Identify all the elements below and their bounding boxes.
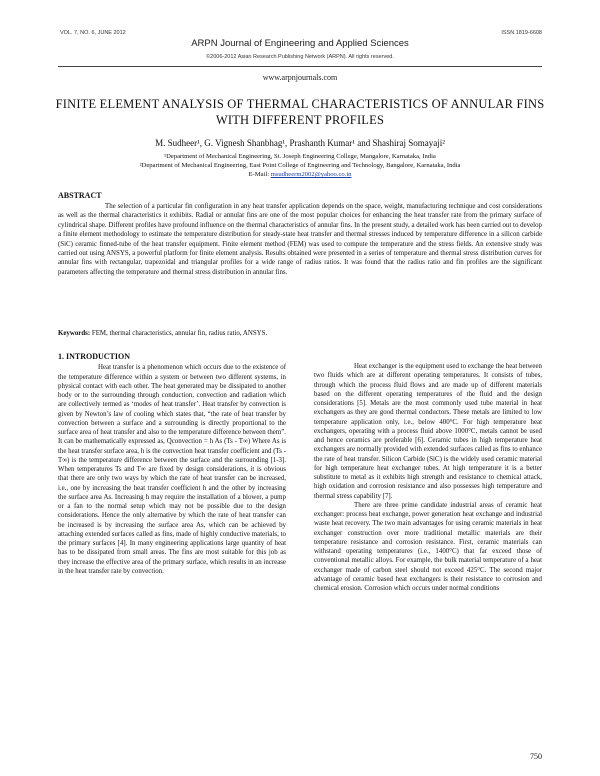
email-link[interactable]: msudheerm2002@yahoo.co.in bbox=[270, 171, 352, 178]
email-label: E-Mail: bbox=[248, 171, 270, 178]
keywords bbox=[58, 330, 542, 337]
abstract-text: The selection of a particular fin configuration in any heat transfer application depends on the space, weight, manufacturing technique and cost considerations as well as the thermal characteristics it exhibits. Radial or annular fins are one of the most popular choices for enhancing the heat transfer rate from the primary surface of cylindrical shape. Different profiles have profound influence on the thermal characteristics of annular fins. In the present study, a detailed work has been carried out to develop a finite element methodology to estimate the temperature distribution for steady-state heat transfer and thermal stresses induced by temperature difference in a silicon carbide (SiC) ceramic finned-tube of the heat transfer equipment. Finite element method (FEM) was used to compute the temperature and the stress fields. An extensive study was carried out using ANSYS, a powerful platform for finite element analysis. Results obtained were presented in a series of temperature and thermal stress distribution curves for annular fins with rectangular, trapezoidal and triangular profiles for a wide range of radius ratios. It was found that the radius ratio and fin profiles are the significant parameters affecting the temperature and thermal stress distribution in annular fins. bbox=[58, 203, 542, 276]
header-rule bbox=[58, 66, 542, 67]
journal-website[interactable]: www.arpnjournals.com bbox=[262, 73, 338, 82]
body-paragraph: Heat exchanger is the equipment used to exchange the heat between two fluids which are at different operating temperatures. It consists of tubes, through which the process fluid flows and are made up of different materials based on the different operating temperatures of the fluid and the design considerations [5]. Metals are the most commonly used tube material in heat exchangers as they are good thermal conductors. These metals are limited to low temperature application only, i.e., below 400°C. For high temperature heat exchangers, operating with a process fluid above 1000°C, metals cannot be used and hence ceramics are preferable [6]. Ceramic tubes in high temperature heat exchangers are normally provided with extended surfaces called as fins to enhance the rate of heat transfer. Silicon Carbide (SiC) is the widely used ceramic material for high temperature heat exchanger tubes. At high temperature it is a better substitute to metal as it exhibits high strength and resistance to chemical attack, high oxidation and corrosion resistance and also possesses high temperature and thermal stress capability [7]. bbox=[314, 363, 542, 500]
contact-email bbox=[40, 171, 560, 178]
author-list: M. Sudheer¹, G. Vignesh Shanbhag¹, Prashanth Kumar¹ and Shashiraj Somayaji² bbox=[155, 138, 445, 148]
copyright-notice: ©2006-2012 Asian Research Publishing Network (ARPN). All rights reserved. bbox=[206, 54, 394, 60]
left-column bbox=[58, 352, 286, 576]
section-heading: 1. INTRODUCTION bbox=[58, 352, 131, 361]
keywords-label: Keywords: bbox=[58, 330, 91, 337]
issn: ISSN 1819-6608 bbox=[501, 30, 542, 36]
right-column bbox=[314, 362, 542, 593]
keywords-text: FEM, thermal characteristics, annular fin, radius ratio, ANSYS. bbox=[91, 330, 268, 337]
volume-info: VOL. 7, NO. 6, JUNE 2012 bbox=[60, 30, 126, 36]
body-paragraph: There are three prime candidate industrial areas of ceramic heat exchanger: process heat exchange, power generation heat exchange and industrial waste heat recovery. The two main advantages for using ceramic materials in heat exchanger construction over more traditional metallic materials are their temperature resistance and corrosion resistance. First, ceramic materials can withstand operating temperatures (i.e., 1400°C) that far exceed those of conventional metallic alloys. For example, the bulk material temperature of a heat exchanger made of carbon steel should not exceed 425°C. The second major advantage of ceramic based heat exchangers is their resistance to corrosion and chemical erosion. Corrosion which occurs under normal conditions bbox=[314, 501, 542, 592]
abstract-heading: ABSTRACT bbox=[58, 191, 102, 200]
affiliation-2: ²Department of Mechanical Engineering, East Point College of Engineering and Technology, Bangalore, Karnataka, India bbox=[139, 162, 461, 169]
affiliation-1: ¹Department of Mechanical Engineering, St. Joseph Engineering College, Mangalore, Karnataka, India bbox=[164, 153, 436, 160]
body-paragraph: Heat transfer is a phenomenon which occurs due to the existence of the temperature difference within a system or between two different systems, in physical contact with each other. The heat generated may be dissipated to another body or to the surrounding through conduction, convection and radiation which are collectively termed as ‘modes of heat transfer’. Heat transfer by convection is given by Newton’s law of cooling which states that, “the rate of heat transfer by convection between a surface and a surrounding is directly proportional to the surface area of heat transfer and also to the temperature difference between them”. It can be mathematically expressed as, Qconvection = h As (Ts - T∞) Where As is the heat transfer surface area, h is the convection heat transfer coefficient and (Ts - T∞) is the temperature difference between the surface and the surrounding [1-3]. When temperatures Ts and T∞ are fixed by design considerations, it is obvious that there are only two ways by which the rate of heat transfer can be increased, i.e., one by increasing the heat transfer coefficient h and the other by increasing the surface area As. Increasing h may require the installation of a blower, a pump or a fan to the normal setup which may not be possible due to the design considerations. Hence the only alternative by which the rate of heat transfer can be increased is by increasing the surface area As, which can be achieved by attaching extended surfaces called as fins, made of highly conductive materials, to the primary surfaces [4]. In many engineering applications large quantity of heat has to be dissipated from small areas. The fins are most suitable for this job as they increase the effective area of the primary surface, which results in an increase in the heat transfer rate by convection. bbox=[58, 364, 286, 575]
page-number: 750 bbox=[530, 752, 542, 761]
paper-title: FINITE ELEMENT ANALYSIS OF THERMAL CHARACTERISTICS OF ANNULAR FINS WITH DIFFERENT PROFILES bbox=[55, 97, 545, 127]
journal-title: ARPN Journal of Engineering and Applied Sciences bbox=[191, 38, 409, 49]
